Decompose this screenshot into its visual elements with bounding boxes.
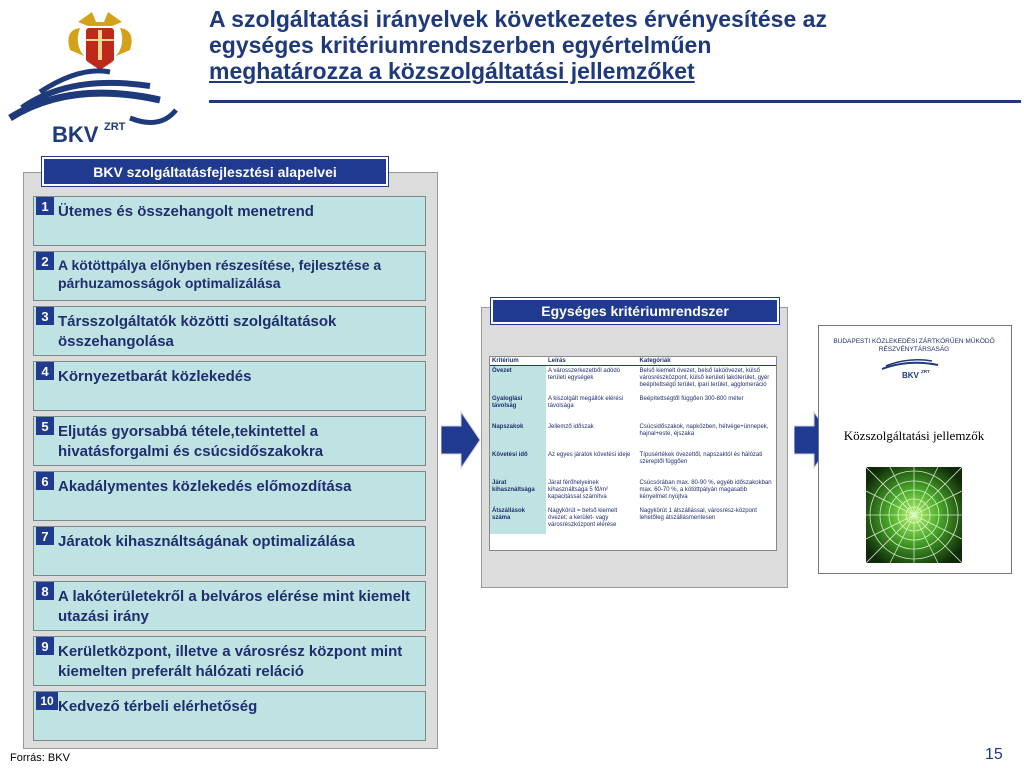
principle-number: 7 bbox=[36, 527, 54, 545]
principle-text: Akadálymentes közlekedés előmozdítása bbox=[58, 478, 352, 495]
principle-number: 2 bbox=[36, 252, 54, 270]
title-underline-divider bbox=[209, 100, 1021, 103]
document-bkv-logo bbox=[878, 357, 950, 386]
column-header: Leírás bbox=[546, 357, 638, 366]
principle-item-5 bbox=[33, 416, 426, 466]
page-number: 15 bbox=[985, 746, 1003, 763]
description-cell: Jellemző időszak bbox=[548, 424, 594, 430]
principle-item-6 bbox=[33, 471, 426, 521]
coat-of-arms-icon bbox=[68, 12, 131, 70]
principle-text: Ütemes és összehangolt menetrend bbox=[58, 203, 314, 220]
principle-item-1 bbox=[33, 196, 426, 246]
svg-text:BKV: BKV bbox=[902, 371, 919, 380]
column-header: Kategóriák bbox=[638, 357, 776, 366]
principles-header: BKV szolgáltatásfejlesztési alapelvei bbox=[42, 157, 388, 186]
category-cell: Nagykörút 1 átszállással, városrész-központ lehetőleg átszállásmentesen bbox=[639, 508, 757, 521]
principle-number: 8 bbox=[36, 582, 54, 600]
document-company-name: BUDAPESTI KÖZLEKEDÉSI ZÁRTKÖRŰEN MŰKÖDŐ RÉSZVÉNYTÁRSASÁG bbox=[833, 338, 995, 353]
principle-text: A lakóterületekről a belváros elérése mint kiemelt utazási irány bbox=[58, 588, 411, 625]
principle-item-4 bbox=[33, 361, 426, 411]
table-row bbox=[490, 506, 776, 534]
principle-text: Társszolgáltatók közötti szolgáltatások összehangolása bbox=[58, 313, 337, 350]
principle-number: 5 bbox=[36, 417, 54, 435]
principle-item-3 bbox=[33, 306, 426, 356]
description-cell: Járat férőhelyeinek kihasználtsága 5 fő/m² kapacitással számítva bbox=[548, 480, 609, 500]
category-cell: Csúcsórában max. 80-90 %, egyéb időszakokban max. 60-70 %, a kötöttpályán magasabb kényelmet nyújtva bbox=[639, 480, 772, 500]
table-row bbox=[490, 450, 776, 478]
description-cell: Az egyes járatok követési ideje bbox=[548, 452, 631, 458]
principle-number: 3 bbox=[36, 307, 54, 325]
criterion-cell: Napszakok bbox=[490, 422, 546, 450]
principle-text: A kötöttpálya előnyben részesítése, fejlesztése a párhuzamosságok optimalizálása bbox=[58, 257, 382, 291]
principle-number: 1 bbox=[36, 197, 54, 215]
table-row bbox=[490, 394, 776, 422]
principle-text: Járatok kihasználtságának optimalizálása bbox=[58, 533, 355, 550]
principle-number: 9 bbox=[36, 637, 54, 655]
table-row bbox=[490, 422, 776, 450]
criteria-table bbox=[489, 356, 777, 551]
spider-web-image bbox=[866, 467, 962, 563]
category-cell: Beépítettségtől függően 300-800 méter bbox=[639, 396, 744, 402]
principle-text: Eljutás gyorsabbá tétele,tekintettel a hivatásforgalmi és csúcsidőszakokra bbox=[58, 423, 324, 460]
principle-text: Kedvező térbeli elérhetőség bbox=[58, 698, 258, 715]
page-title: A szolgáltatási irányelvek következetes érvényesítése az egységes kritériumrendszerben egyértelműen meghatározza a közszolgáltatási jellemzőket bbox=[209, 6, 827, 84]
table-row bbox=[490, 366, 776, 395]
svg-text:ZRT: ZRT bbox=[104, 121, 126, 133]
description-cell: A kiszolgált megállók elérési távolsága bbox=[548, 396, 624, 409]
table-row bbox=[490, 478, 776, 506]
principle-item-2 bbox=[33, 251, 426, 301]
criterion-cell: Övezet bbox=[490, 366, 546, 395]
description-cell: Nagykörút = belső kiemelt övezet; a kerület- vagy városrészközpont elérése bbox=[548, 508, 618, 528]
criterion-cell: Járat kihasználtsága bbox=[490, 478, 546, 506]
principle-text: Környezetbarát közlekedés bbox=[58, 368, 252, 385]
principle-item-9 bbox=[33, 636, 426, 686]
category-cell: Típusértékek övezettől, napszaktól és hálózati szereptől függően bbox=[639, 452, 763, 465]
principle-number: 6 bbox=[36, 472, 54, 490]
principle-item-7 bbox=[33, 526, 426, 576]
column-header: Kritérium bbox=[490, 357, 546, 366]
principle-number: 4 bbox=[36, 362, 54, 380]
bkv-logo bbox=[0, 0, 200, 150]
criteria-header: Egységes kritériumrendszer bbox=[491, 298, 779, 324]
principle-item-8 bbox=[33, 581, 426, 631]
category-cell: Belső kiemelt övezet, belső lakóövezet, külső városrészközpont, külső kerületi lakóterület, gyér beépítettségű terület, ipari terület, agglomeráció bbox=[639, 368, 770, 388]
document-title: Közszolgáltatási jellemzők bbox=[843, 428, 985, 443]
principle-item-10 bbox=[33, 691, 426, 741]
arrow-right-icon bbox=[441, 410, 481, 470]
principle-number: 10 bbox=[36, 692, 58, 710]
criterion-cell: Követési idő bbox=[490, 450, 546, 478]
criterion-cell: Átszállások száma bbox=[490, 506, 546, 534]
source-note: Forrás: BKV bbox=[10, 752, 70, 764]
svg-text:ZRT: ZRT bbox=[921, 369, 930, 374]
category-cell: Csúcsidőszakok, napközben, hétvége+ünnepek, hajnal+este, éjszaka bbox=[639, 424, 769, 437]
principle-text: Kerületközpont, illetve a városrész központ mint kiemelten preferált hálózati reláció bbox=[58, 643, 403, 680]
bkv-swoosh-icon bbox=[10, 71, 176, 123]
description-cell: A városszerkezetből adódó területi egységek bbox=[548, 368, 621, 381]
criterion-cell: GyalogIási távolság bbox=[490, 394, 546, 422]
svg-text:BKV: BKV bbox=[52, 122, 99, 147]
table-header-row bbox=[490, 357, 776, 366]
